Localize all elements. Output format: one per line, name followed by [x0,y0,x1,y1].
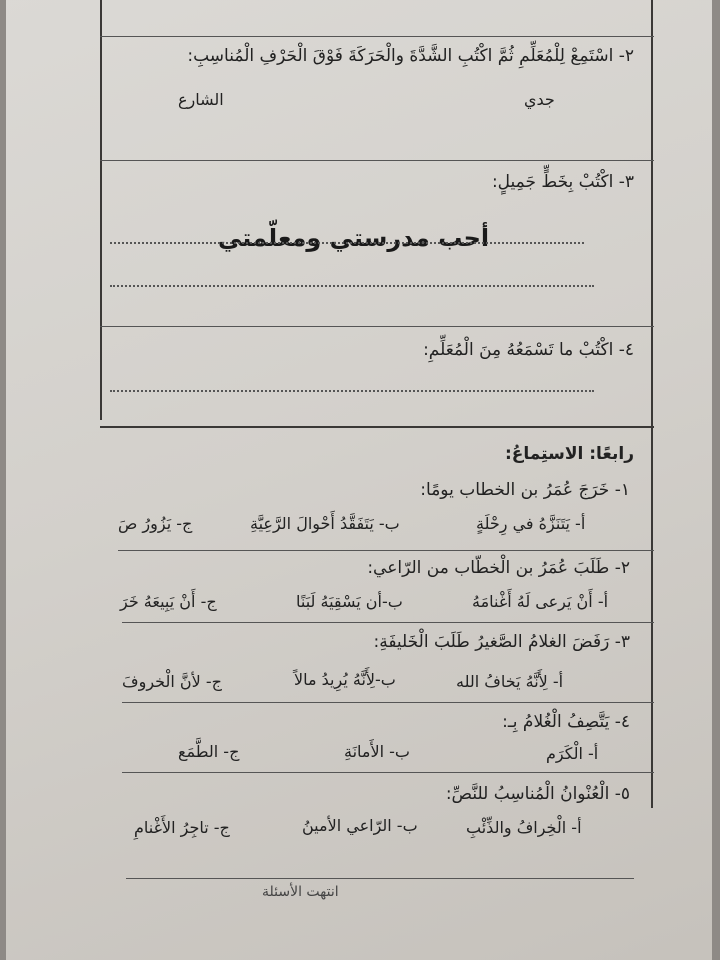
section4-title: ٤- اكْتُبْ ما تَسْمَعُهُ مِنَ الْمُعَلِّمِ: [423,340,634,360]
question-3-option-a[interactable]: أ- لِأَنَّهُ يَخافُ الله [456,672,564,691]
writing-line-1 [110,242,584,244]
model-sentence: أحب مدرستي ومعلّمتي [218,224,490,252]
question-3-option-c[interactable]: ج- لأنَّ الْخروفَ [122,672,222,691]
section3-title: ٣- اكْتُبْ بِخَطٍّ جَمِيلٍ: [491,172,634,192]
dictation-line [110,390,594,392]
left-border-line [100,0,102,420]
question-5-option-b[interactable]: ب- الرّاعي الأمينُ [302,816,418,835]
worksheet-page [6,0,712,960]
question-4-option-b[interactable]: ب- الأَمانَةِ [344,742,410,761]
question-5-option-c[interactable]: ج- تاجِرُ الأَغْنامِ [134,818,230,837]
question-2-option-a[interactable]: أ- أَنْ يَرعى لَهُ أَغْنامَهُ [472,592,609,611]
question-2-text: ٢- طَلَبَ عُمَرُ بن الْخطّاب من الرّاعي: [367,558,630,578]
section2-title: ٢- اسْتَمِعْ لِلْمُعَلِّمِ ثُمَّ اكْتُبِ الشَّدَّةَ والْحَرَكَةَ فَوْقَ الْحَرْفِ الْمُناسِبِ: [187,46,634,66]
question-3-text: ٣- رَفَضَ الغلامُ الصَّغيرُ طَلَبَ الْخَليفَةِ: [373,632,630,652]
top-divider [100,36,654,37]
question-2-option-b[interactable]: ب-أن يَسْقِيَهُ لَبَنًا [296,592,403,611]
section2-bottom-divider [100,160,654,161]
section2-word-right: جدي [524,90,555,109]
q3-divider [122,702,654,703]
question-4-text: ٤- يَتَّصِفُ الْغُلامُ بِـ: [502,712,630,732]
section4-bottom-divider [100,426,654,428]
question-5-text: ٥- الْعُنْوانُ الْمُناسِبُ للنَّصِّ: [445,784,630,804]
question-4-option-a[interactable]: أ- الْكَرَم [546,744,599,763]
question-2-option-c[interactable]: ج- أَنْ يَبِيعَهُ خَرَ [120,592,217,611]
q5-divider [126,878,634,879]
question-1-option-b[interactable]: ب- يَتَفَقَّدُ أَحْوالَ الرَّعِيَّةِ [250,514,400,533]
q4-divider [122,772,654,773]
section3-bottom-divider [100,326,654,327]
question-1-option-c[interactable]: ج- يَزُورُ صَ [118,514,193,533]
end-of-questions-text: انتهت الأسئلة [262,884,339,900]
question-1-text: ١- خَرَجَ عُمَرُ بن الخطاب يومًا: [420,480,630,500]
question-3-option-b[interactable]: ب-لِأَنَّهُ يُرِيدُ مالاً [294,670,396,689]
question-4-option-c[interactable]: ج- الطَّمَع [178,742,240,761]
q2-divider [122,622,654,623]
question-5-option-a[interactable]: أ- الْخِرافُ والذِّئْبِ [466,818,582,837]
listening-heading: رابعًا: الاستِماعُ: [504,444,634,464]
right-border-line [651,0,653,808]
section2-word-left: الشارع [178,90,224,109]
writing-line-2 [110,285,594,287]
question-1-option-a[interactable]: أ- يَتَنَزَّهُ في رِحْلَةٍ [476,514,586,533]
q1-divider [118,550,654,551]
